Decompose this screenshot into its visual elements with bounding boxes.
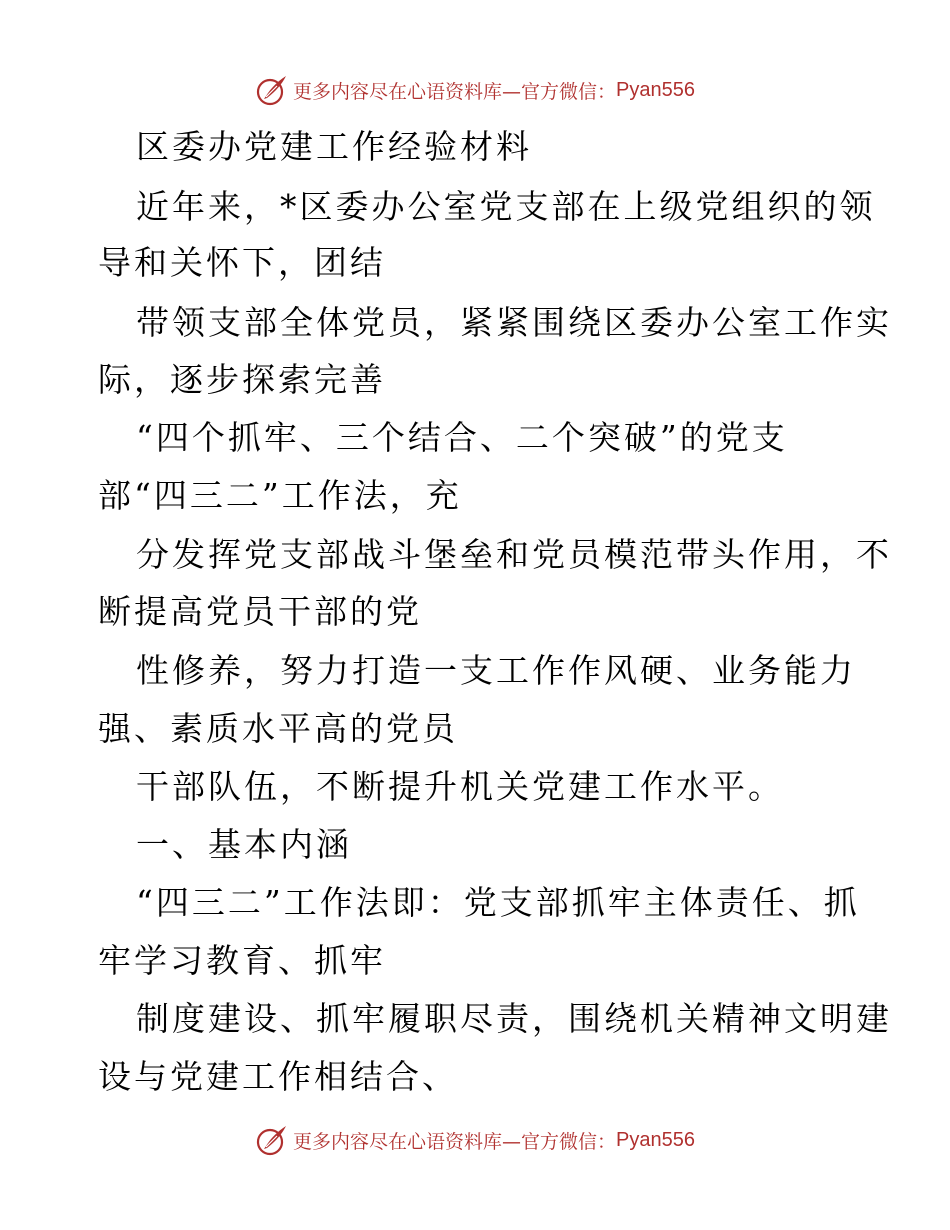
- paragraph-line: 干部队伍，不断提升机关党建工作水平。: [136, 767, 784, 806]
- paragraph-line: “四三二”工作法即：党支部抓牢主体责任、抓: [136, 883, 860, 922]
- paragraph-line: 分发挥党支部战斗堡垒和党员模范带头作用，不: [136, 535, 892, 574]
- watermark-text: 更多内容尽在心语资料库—官方微信：: [293, 80, 617, 103]
- feather-pen-logo-icon: [255, 73, 289, 107]
- feather-pen-logo-icon: [255, 1123, 289, 1157]
- paragraph-line: 牢学习教育、抓牢: [98, 941, 386, 980]
- paragraph-line: 际，逐步探索完善: [98, 360, 386, 399]
- paragraph-line: 导和关怀下，团结: [98, 243, 386, 282]
- document-title: 区委办党建工作经验材料: [136, 127, 532, 166]
- paragraph-line: 带领支部全体党员，紧紧围绕区委办公室工作实: [136, 303, 892, 342]
- paragraph-line: 制度建设、抓牢履职尽责，围绕机关精神文明建: [136, 999, 892, 1038]
- paragraph-line: 强、素质水平高的党员: [98, 709, 458, 748]
- paragraph-line: 部“四三二”工作法，充: [98, 476, 462, 515]
- paragraph-line: “四个抓牢、三个结合、二个突破”的党支: [136, 418, 788, 457]
- paragraph-line: 近年来，*区委办公室党支部在上级党组织的领: [136, 187, 876, 226]
- header-watermark-banner: [0, 70, 950, 110]
- watermark-text: 更多内容尽在心语资料库—官方微信：: [293, 1130, 617, 1153]
- paragraph-line: 断提高党员干部的党: [98, 592, 422, 631]
- wechat-id: Pyan556: [616, 78, 695, 101]
- footer-watermark-banner: [0, 1120, 950, 1160]
- paragraph-line: 性修养，努力打造一支工作作风硬、业务能力: [136, 651, 856, 690]
- paragraph-line: 设与党建工作相结合、: [98, 1057, 458, 1096]
- wechat-id: Pyan556: [616, 1128, 695, 1151]
- section-heading: 一、基本内涵: [136, 825, 352, 864]
